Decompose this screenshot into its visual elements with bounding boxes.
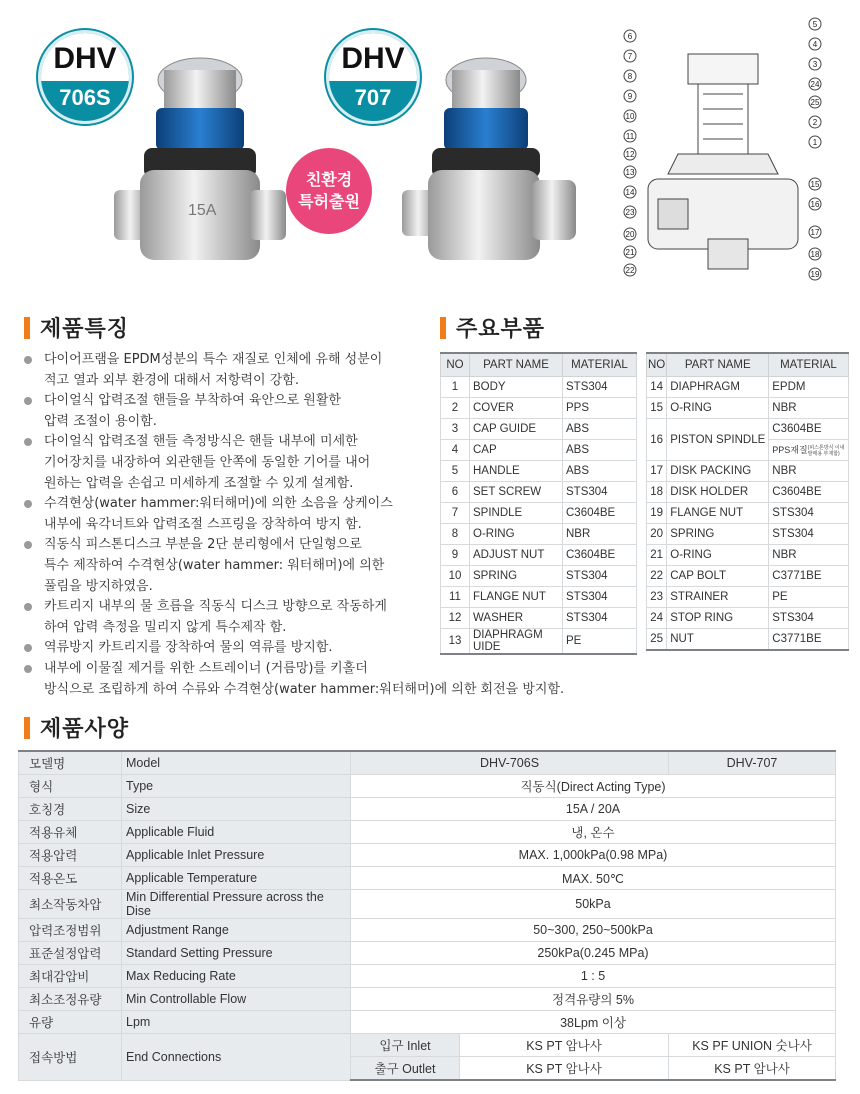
part-name: CAP BOLT (667, 566, 769, 587)
product-photo-dhv706s (100, 40, 300, 280)
spec-label-ko: 접속방법 (19, 1034, 122, 1081)
part-no: 17 (647, 461, 667, 482)
table-row (441, 482, 637, 503)
part-no: 20 (647, 524, 667, 545)
diagram-callout (624, 90, 636, 102)
svg-text:7: 7 (627, 52, 633, 61)
table-row (441, 377, 637, 398)
part-name: BODY (470, 377, 563, 398)
svg-text:5: 5 (812, 20, 818, 29)
feature-item-continued: 풀림을 방지하였음. (44, 578, 153, 594)
table-header-row (441, 353, 637, 377)
spec-value: 250kPa(0.245 MPa) (351, 942, 836, 965)
feature-item: 직동식 피스톤디스크 부분을 2단 분리형에서 단일형으로 (18, 535, 578, 556)
table-row (647, 629, 849, 651)
spec-row (19, 844, 836, 867)
spec-label-en: Model (122, 751, 351, 775)
feature-item: 역류방지 카트리지를 장착하여 물의 역류를 방지함. (18, 638, 578, 659)
part-material: ABS (563, 440, 637, 461)
spec-row (19, 919, 836, 942)
part-name: DISK PACKING (667, 461, 769, 482)
part-name: CAP GUIDE (470, 419, 563, 440)
part-name: COVER (470, 398, 563, 419)
heading-accent-bar (24, 317, 30, 339)
valve-casting-text: 15A (188, 202, 217, 219)
table-row (647, 524, 849, 545)
spec-label-ko: 유량 (19, 1011, 122, 1034)
table-row (441, 503, 637, 524)
feature-item-continued: 특수 제작하여 수격현상(water hammer: 워터해머)에 의한 (44, 557, 385, 573)
diagram-callout (809, 38, 821, 50)
svg-text:11: 11 (625, 132, 635, 141)
table-row (647, 587, 849, 608)
parts-table-left (440, 352, 637, 655)
table-row (441, 629, 637, 655)
part-material: NBR (769, 545, 848, 566)
svg-text:16: 16 (810, 200, 820, 209)
part-no: 14 (647, 377, 667, 398)
part-material: PPS (563, 398, 637, 419)
part-name: SPRING (470, 566, 563, 587)
table-row (441, 419, 637, 440)
table-row (441, 545, 637, 566)
heading-accent-bar (24, 717, 30, 739)
badge-model-prefix: DHV (329, 33, 417, 81)
spec-row-inlet (19, 1034, 836, 1057)
heading-accent-bar (440, 317, 446, 339)
svg-text:4: 4 (812, 40, 818, 49)
spec-label-en: Min Controllable Flow (122, 988, 351, 1011)
feature-item: 다이얼식 압력조절 핸들을 부착하여 육안으로 원활한 (18, 391, 578, 412)
spec-model-707: DHV-707 (669, 751, 836, 775)
feature-item-continued: 기어장치를 내장하여 외관핸들 안쪽에 동일한 기어를 내어 (44, 454, 371, 470)
part-material (769, 419, 848, 461)
part-material: C3604BE (563, 545, 637, 566)
part-name: SPRING (667, 524, 769, 545)
svg-text:25: 25 (810, 98, 820, 107)
part-material: PE (563, 629, 637, 655)
svg-text:1: 1 (812, 138, 818, 147)
part-material-note: (피스톤방식 이내 (807, 444, 845, 451)
diagram-callout (624, 186, 636, 198)
part-material: STS304 (563, 587, 637, 608)
spec-row (19, 821, 836, 844)
part-no: 6 (441, 482, 470, 503)
diagram-callout (809, 198, 821, 210)
feature-item-continued: 압력 조절이 용이함. (44, 413, 157, 429)
diagram-callout (624, 166, 636, 178)
outlet-706s: KS PT 암나사 (460, 1057, 669, 1081)
spec-value: 1 : 5 (351, 965, 836, 988)
spec-label-en: Applicable Fluid (122, 821, 351, 844)
spec-table (18, 750, 836, 1081)
svg-text:15: 15 (810, 180, 820, 189)
spec-value: 38Lpm 이상 (351, 1011, 836, 1034)
spec-value: 정격유량의 5% (351, 988, 836, 1011)
svg-text:17: 17 (810, 228, 820, 237)
part-material-note: 발매용 부재함) (807, 450, 840, 457)
part-material: NBR (769, 398, 848, 419)
part-no: 10 (441, 566, 470, 587)
svg-text:8: 8 (627, 72, 633, 81)
part-no: 2 (441, 398, 470, 419)
product-photo-dhv707 (396, 40, 586, 280)
part-name: ADJUST NUT (470, 545, 563, 566)
part-material: PE (769, 587, 848, 608)
table-row (647, 398, 849, 419)
badge-model-prefix: DHV (41, 33, 129, 81)
part-name: FLANGE NUT (667, 503, 769, 524)
diagram-callout (809, 78, 821, 90)
part-no: 8 (441, 524, 470, 545)
eco-badge-line1: 친환경 (305, 170, 353, 189)
feature-item-continued: 적고 열과 외부 환경에 대해서 저항력이 강함. (44, 372, 299, 388)
part-material: STS304 (563, 608, 637, 629)
diagram-callout (624, 50, 636, 62)
table-row (647, 503, 849, 524)
part-no: 25 (647, 629, 667, 651)
table-header-row (647, 353, 849, 377)
feature-item: 카트리지 내부의 물 흐름을 직동식 디스크 방향으로 작동하게 (18, 597, 578, 618)
table-row (647, 608, 849, 629)
part-name: PISTON SPINDLE (667, 419, 769, 461)
badge-model-number: 706S (59, 85, 111, 110)
spec-label-en: Adjustment Range (122, 919, 351, 942)
part-material: STS304 (769, 608, 848, 629)
spec-label-en: Size (122, 798, 351, 821)
table-row (441, 461, 637, 482)
svg-text:13: 13 (625, 168, 635, 177)
part-name: O-RING (470, 524, 563, 545)
svg-text:2: 2 (812, 118, 818, 127)
diagram-callout (624, 110, 636, 122)
part-no: 3 (441, 419, 470, 440)
badge-model-number: 707 (354, 85, 392, 110)
svg-text:10: 10 (625, 112, 635, 121)
inlet-706s: KS PT 암나사 (460, 1034, 669, 1057)
part-no: 24 (647, 608, 667, 629)
part-material: C3604BE (769, 482, 848, 503)
svg-text:18: 18 (810, 250, 820, 259)
spec-label-ko: 적용유체 (19, 821, 122, 844)
spec-label-ko: 적용압력 (19, 844, 122, 867)
part-material-alt: PPS재질 (772, 445, 808, 455)
part-no: 1 (441, 377, 470, 398)
spec-row-model (19, 751, 836, 775)
spec-label-en: Type (122, 775, 351, 798)
diagram-callout (809, 178, 821, 190)
spec-value: 직동식(Direct Acting Type) (351, 775, 836, 798)
feature-item-continued: 방식으로 조립하게 하여 수류와 수격현상(water hammer:워터해머)에 의한 회전을 방지함. (44, 681, 565, 697)
spec-row (19, 942, 836, 965)
feature-item: 다이얼식 압력조절 핸들 측정방식은 핸들 내부에 미세한 (18, 432, 578, 453)
part-no: 4 (441, 440, 470, 461)
part-no: 19 (647, 503, 667, 524)
part-material: STS304 (769, 503, 848, 524)
part-no: 23 (647, 587, 667, 608)
spec-label-ko: 적용온도 (19, 867, 122, 890)
spec-value: MAX. 50℃ (351, 867, 836, 890)
spec-label-ko: 형식 (19, 775, 122, 798)
svg-text:21: 21 (625, 248, 635, 257)
part-name: STOP RING (667, 608, 769, 629)
table-row (647, 545, 849, 566)
column-header: MATERIAL (563, 353, 637, 377)
part-no: 11 (441, 587, 470, 608)
table-row (647, 419, 849, 461)
part-material: C3771BE (769, 629, 848, 651)
spec-label-en: Max Reducing Rate (122, 965, 351, 988)
spec-label-en: Applicable Temperature (122, 867, 351, 890)
spec-row (19, 890, 836, 919)
part-name: FLANGE NUT (470, 587, 563, 608)
svg-text:24: 24 (810, 80, 820, 89)
outlet-707: KS PT 암나사 (669, 1057, 836, 1081)
part-no: 22 (647, 566, 667, 587)
part-name: STRAINER (667, 587, 769, 608)
spec-value: 50kPa (351, 890, 836, 919)
svg-text:22: 22 (625, 266, 635, 275)
table-row (647, 482, 849, 503)
table-row (647, 377, 849, 398)
spec-value: 50~300, 250~500kPa (351, 919, 836, 942)
table-row (441, 398, 637, 419)
spec-label-en: Applicable Inlet Pressure (122, 844, 351, 867)
diagram-callout (809, 96, 821, 108)
table-row (441, 524, 637, 545)
column-header: NO (647, 353, 667, 377)
part-no: 15 (647, 398, 667, 419)
part-no: 16 (647, 419, 667, 461)
part-name: O-RING (667, 398, 769, 419)
feature-item-continued: 하여 압력 측정을 밀리지 않게 특수제작 함. (44, 619, 287, 635)
diagram-callout (624, 228, 636, 240)
spec-value: 15A / 20A (351, 798, 836, 821)
diagram-callout (809, 226, 821, 238)
spec-label-ko: 최소작동차압 (19, 890, 122, 919)
diagram-callout (624, 130, 636, 142)
diagram-callout (809, 248, 821, 260)
column-header: NO (441, 353, 470, 377)
feature-item-continued: 내부에 육각너트와 압력조절 스프링을 장착하여 방지 함. (44, 516, 362, 532)
spec-value: MAX. 1,000kPa(0.98 MPa) (351, 844, 836, 867)
table-row (441, 608, 637, 629)
spec-label-en: Min Differential Pressure across the Dise (122, 890, 351, 919)
outlet-label: 출구 Outlet (351, 1057, 460, 1081)
eco-badge-line2: 특허출원 (298, 192, 360, 211)
column-header: MATERIAL (769, 353, 848, 377)
spec-row (19, 988, 836, 1011)
diagram-callout (624, 148, 636, 160)
part-name: HANDLE (470, 461, 563, 482)
spec-row (19, 965, 836, 988)
diagram-callout (624, 206, 636, 218)
diagram-callout (809, 18, 821, 30)
part-material: NBR (563, 524, 637, 545)
part-material: STS304 (769, 524, 848, 545)
features-heading (24, 312, 129, 343)
spec-label-ko: 호칭경 (19, 798, 122, 821)
spec-label-ko: 최대감압비 (19, 965, 122, 988)
part-material: STS304 (563, 377, 637, 398)
spec-title: 제품사양 (40, 717, 130, 742)
table-row (441, 587, 637, 608)
spec-value: 냉, 온수 (351, 821, 836, 844)
eco-patent-badge (286, 148, 372, 234)
diagram-callout (624, 264, 636, 276)
part-name: DISK HOLDER (667, 482, 769, 503)
inlet-707: KS PF UNION 숫나사 (669, 1034, 836, 1057)
svg-text:23: 23 (625, 208, 635, 217)
spec-model-706s: DHV-706S (351, 751, 669, 775)
part-no: 12 (441, 608, 470, 629)
part-material-secondary (769, 440, 847, 460)
part-material: ABS (563, 419, 637, 440)
svg-text:9: 9 (627, 92, 633, 101)
part-material: C3604BE (563, 503, 637, 524)
features-title: 제품특징 (40, 317, 130, 342)
svg-text:14: 14 (625, 188, 635, 197)
feature-item: 수격현상(water hammer:워터해머)에 의한 소음을 상케이스 (18, 494, 578, 515)
part-no: 7 (441, 503, 470, 524)
column-header: PART NAME (667, 353, 769, 377)
part-no: 21 (647, 545, 667, 566)
part-material: ABS (563, 461, 637, 482)
part-material: EPDM (769, 377, 848, 398)
parts-heading (440, 312, 545, 343)
feature-item: 내부에 이물질 제거를 위한 스트레이너 (거름망)를 키홀더 (18, 659, 578, 680)
spec-label-ko: 모델명 (19, 751, 122, 775)
table-row (441, 566, 637, 587)
spec-label-en: End Connections (122, 1034, 351, 1081)
spec-row (19, 1011, 836, 1034)
diagram-callout (809, 116, 821, 128)
spec-label-ko: 최소조정유량 (19, 988, 122, 1011)
part-name: O-RING (667, 545, 769, 566)
part-material: STS304 (563, 482, 637, 503)
parts-table-right (646, 352, 849, 651)
column-header: PART NAME (470, 353, 563, 377)
part-name: DIAPHRAGM (667, 377, 769, 398)
part-no: 13 (441, 629, 470, 655)
table-row (647, 566, 849, 587)
part-no: 9 (441, 545, 470, 566)
spec-label-ko: 표준설정압력 (19, 942, 122, 965)
diagram-callout (624, 246, 636, 258)
spec-row (19, 798, 836, 821)
part-material: C3771BE (769, 566, 848, 587)
part-material: NBR (769, 461, 848, 482)
spec-row (19, 867, 836, 890)
svg-text:12: 12 (625, 150, 635, 159)
diagram-callout (809, 136, 821, 148)
inlet-label: 입구 Inlet (351, 1034, 460, 1057)
spec-label-ko: 압력조정범위 (19, 919, 122, 942)
svg-text:3: 3 (812, 60, 818, 69)
part-no: 5 (441, 461, 470, 482)
part-name: SPINDLE (470, 503, 563, 524)
part-name: SET SCREW (470, 482, 563, 503)
spec-label-en: Lpm (122, 1011, 351, 1034)
svg-text:20: 20 (625, 230, 635, 239)
diagram-callout (809, 58, 821, 70)
diagram-callout (809, 268, 821, 280)
spec-label-en: Standard Setting Pressure (122, 942, 351, 965)
svg-text:6: 6 (627, 32, 633, 41)
spec-heading (24, 712, 129, 743)
part-name: NUT (667, 629, 769, 651)
table-row (647, 461, 849, 482)
table-row (441, 440, 637, 461)
feature-item-continued: 원하는 압력을 손쉽고 미세하게 조절할 수 있게 설계함. (44, 475, 354, 491)
diagram-callout (624, 70, 636, 82)
part-material: STS304 (563, 566, 637, 587)
parts-title: 주요부품 (456, 317, 546, 342)
part-name: DIAPHRAGM UIDE (470, 629, 563, 655)
diagram-callout (624, 30, 636, 42)
cross-section-diagram (618, 14, 830, 284)
feature-item: 다이어프램을 EPDM성분의 특수 재질로 인체에 유해 성분이 (18, 350, 578, 371)
part-name: CAP (470, 440, 563, 461)
svg-text:19: 19 (810, 270, 820, 279)
spec-row (19, 775, 836, 798)
part-name: WASHER (470, 608, 563, 629)
part-no: 18 (647, 482, 667, 503)
part-material-primary: C3604BE (769, 419, 847, 440)
